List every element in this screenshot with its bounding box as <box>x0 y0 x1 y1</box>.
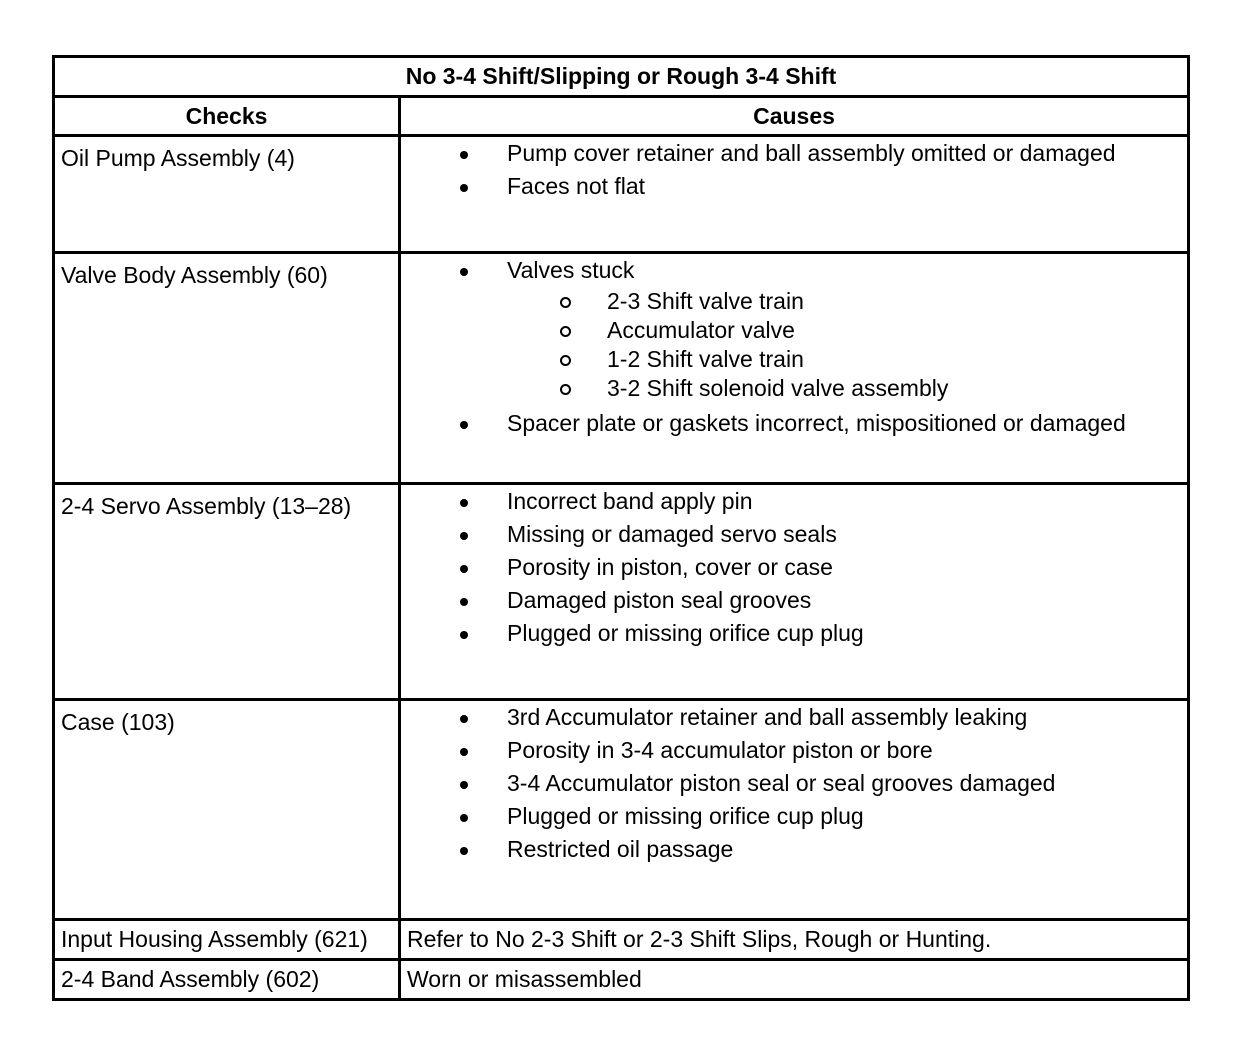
cause-item: Faces not flat <box>401 170 1187 203</box>
bullet-icon <box>460 421 468 429</box>
check-band: 2-4 Band Assembly (602) <box>54 960 400 1000</box>
bullet-icon <box>460 631 468 639</box>
table-row <box>54 253 1189 484</box>
table-row <box>54 484 1189 700</box>
check-cell <box>54 700 400 920</box>
table-row <box>54 136 1189 253</box>
bullet-icon <box>460 715 468 723</box>
cause-band: Worn or misassembled <box>400 960 1189 1000</box>
bullet-icon <box>460 565 468 573</box>
check-cell <box>54 484 400 700</box>
cause-item: Spacer plate or gaskets incorrect, mispositioned or damaged <box>401 407 1187 440</box>
check-valve-body: Valve Body Assembly (60) <box>61 262 328 288</box>
bullet-icon <box>460 781 468 789</box>
cause-item: 3rd Accumulator retainer and ball assembly leaking <box>401 701 1187 734</box>
circle-bullet-icon <box>560 326 571 337</box>
cause-input-housing: Refer to No 2-3 Shift or 2-3 Shift Slips, Rough or Hunting. <box>400 920 1189 960</box>
check-input-housing: Input Housing Assembly (621) <box>54 920 400 960</box>
table-title: No 3-4 Shift/Slipping or Rough 3-4 Shift <box>54 57 1189 97</box>
bullet-icon <box>460 598 468 606</box>
cause-item: Restricted oil passage <box>401 833 1187 866</box>
header-causes: Causes <box>400 97 1189 136</box>
sub-cause-item: 1-2 Shift valve train <box>401 345 1187 374</box>
circle-bullet-icon <box>560 355 571 366</box>
cause-item: Plugged or missing orifice cup plug <box>401 617 1187 650</box>
causes-cell <box>400 136 1189 253</box>
table-row <box>54 960 1189 1000</box>
cause-item: Porosity in 3-4 accumulator piston or bore <box>401 734 1187 767</box>
bullet-icon <box>460 499 468 507</box>
cause-item: 3-4 Accumulator piston seal or seal grooves damaged <box>401 767 1187 800</box>
check-cell <box>54 136 400 253</box>
circle-bullet-icon <box>560 297 571 308</box>
table-row <box>54 920 1189 960</box>
bullet-icon <box>460 532 468 540</box>
bullet-icon <box>460 748 468 756</box>
sub-cause-item: Accumulator valve <box>401 316 1187 345</box>
cause-item: Porosity in piston, cover or case <box>401 551 1187 584</box>
bullet-icon <box>460 151 468 159</box>
cause-item: Pump cover retainer and ball assembly omitted or damaged <box>401 137 1187 170</box>
diagnosis-table <box>52 55 1190 1001</box>
cause-item: Damaged piston seal grooves <box>401 584 1187 617</box>
bullet-icon <box>460 184 468 192</box>
table-row <box>54 700 1189 920</box>
sub-cause-item: 3-2 Shift solenoid valve assembly <box>401 374 1187 403</box>
cause-item: Incorrect band apply pin <box>401 485 1187 518</box>
causes-cell <box>400 253 1189 484</box>
circle-bullet-icon <box>560 384 571 395</box>
cause-item: Valves stuck <box>401 254 1187 287</box>
check-oil-pump: Oil Pump Assembly (4) <box>61 145 295 171</box>
check-servo: 2-4 Servo Assembly (13–28) <box>61 493 352 519</box>
check-cell <box>54 253 400 484</box>
check-case: Case (103) <box>61 709 175 735</box>
causes-cell <box>400 700 1189 920</box>
bullet-icon <box>460 268 468 276</box>
sub-cause-item: 2-3 Shift valve train <box>401 287 1187 316</box>
bullet-icon <box>460 847 468 855</box>
bullet-icon <box>460 814 468 822</box>
cause-item: Plugged or missing orifice cup plug <box>401 800 1187 833</box>
causes-cell <box>400 484 1189 700</box>
header-checks: Checks <box>54 97 400 136</box>
cause-item: Missing or damaged servo seals <box>401 518 1187 551</box>
